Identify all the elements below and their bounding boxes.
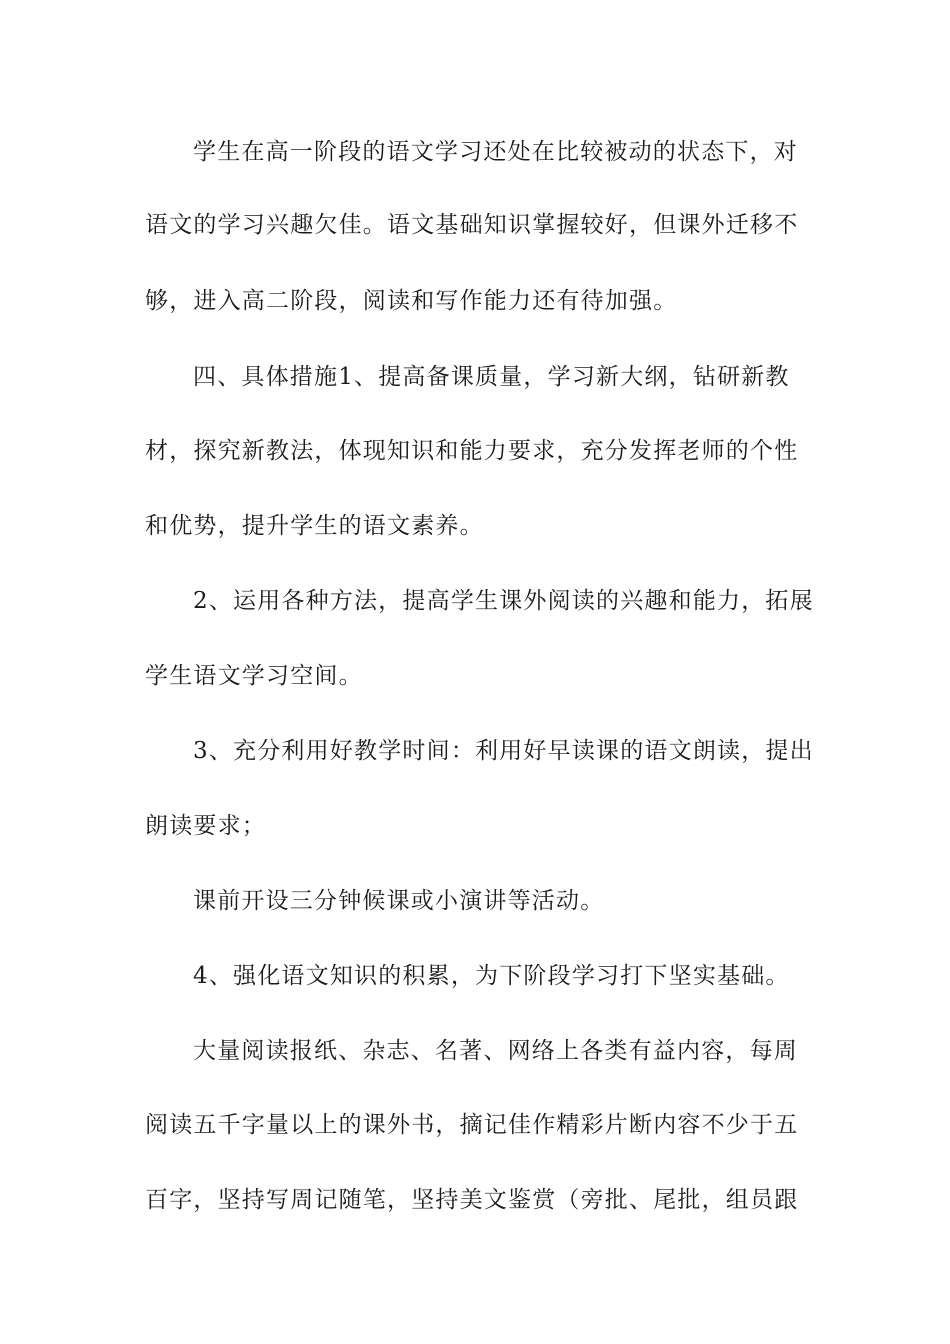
- text-line: 学生在高一阶段的语文学习还处在比较被动的状态下，对: [193, 139, 798, 165]
- text-line: 阅读五千字量以上的课外书，摘记佳作精彩片断内容不少于五: [145, 1112, 799, 1138]
- text-line: 百字，坚持写周记随笔，坚持美文鉴赏（旁批、尾批，组员跟: [145, 1187, 799, 1213]
- text-line: 语文的学习兴趣欠佳。语文基础知识掌握较好，但课外迁移不: [145, 212, 799, 238]
- text-line: 4、强化语文知识的积累，为下阶段学习打下坚实基础。: [193, 963, 790, 989]
- text-line: 学生语文学习空间。: [145, 663, 363, 689]
- text-line: 够，进入高二阶段，阅读和写作能力还有待加强。: [145, 288, 678, 314]
- text-line: 和优势，提升学生的语文素养。: [145, 513, 484, 539]
- text-line: 2、运用各种方法，提高学生课外阅读的兴趣和能力，拓展: [193, 588, 814, 614]
- text-line: 朗读要求；: [145, 813, 266, 839]
- text-line: 材，探究新教法，体现知识和能力要求，充分发挥老师的个性: [145, 438, 799, 464]
- text-line: 四、具体措施1、提高备课质量，学习新大纲，钻研新教: [193, 364, 790, 390]
- text-line: 课前开设三分钟候课或小演讲等活动。: [193, 888, 605, 914]
- text-line: 3、充分利用好教学时间：利用好早读课的语文朗读，提出: [193, 738, 814, 764]
- text-line: 大量阅读报纸、杂志、名著、网络上各类有益内容，每周: [193, 1038, 798, 1064]
